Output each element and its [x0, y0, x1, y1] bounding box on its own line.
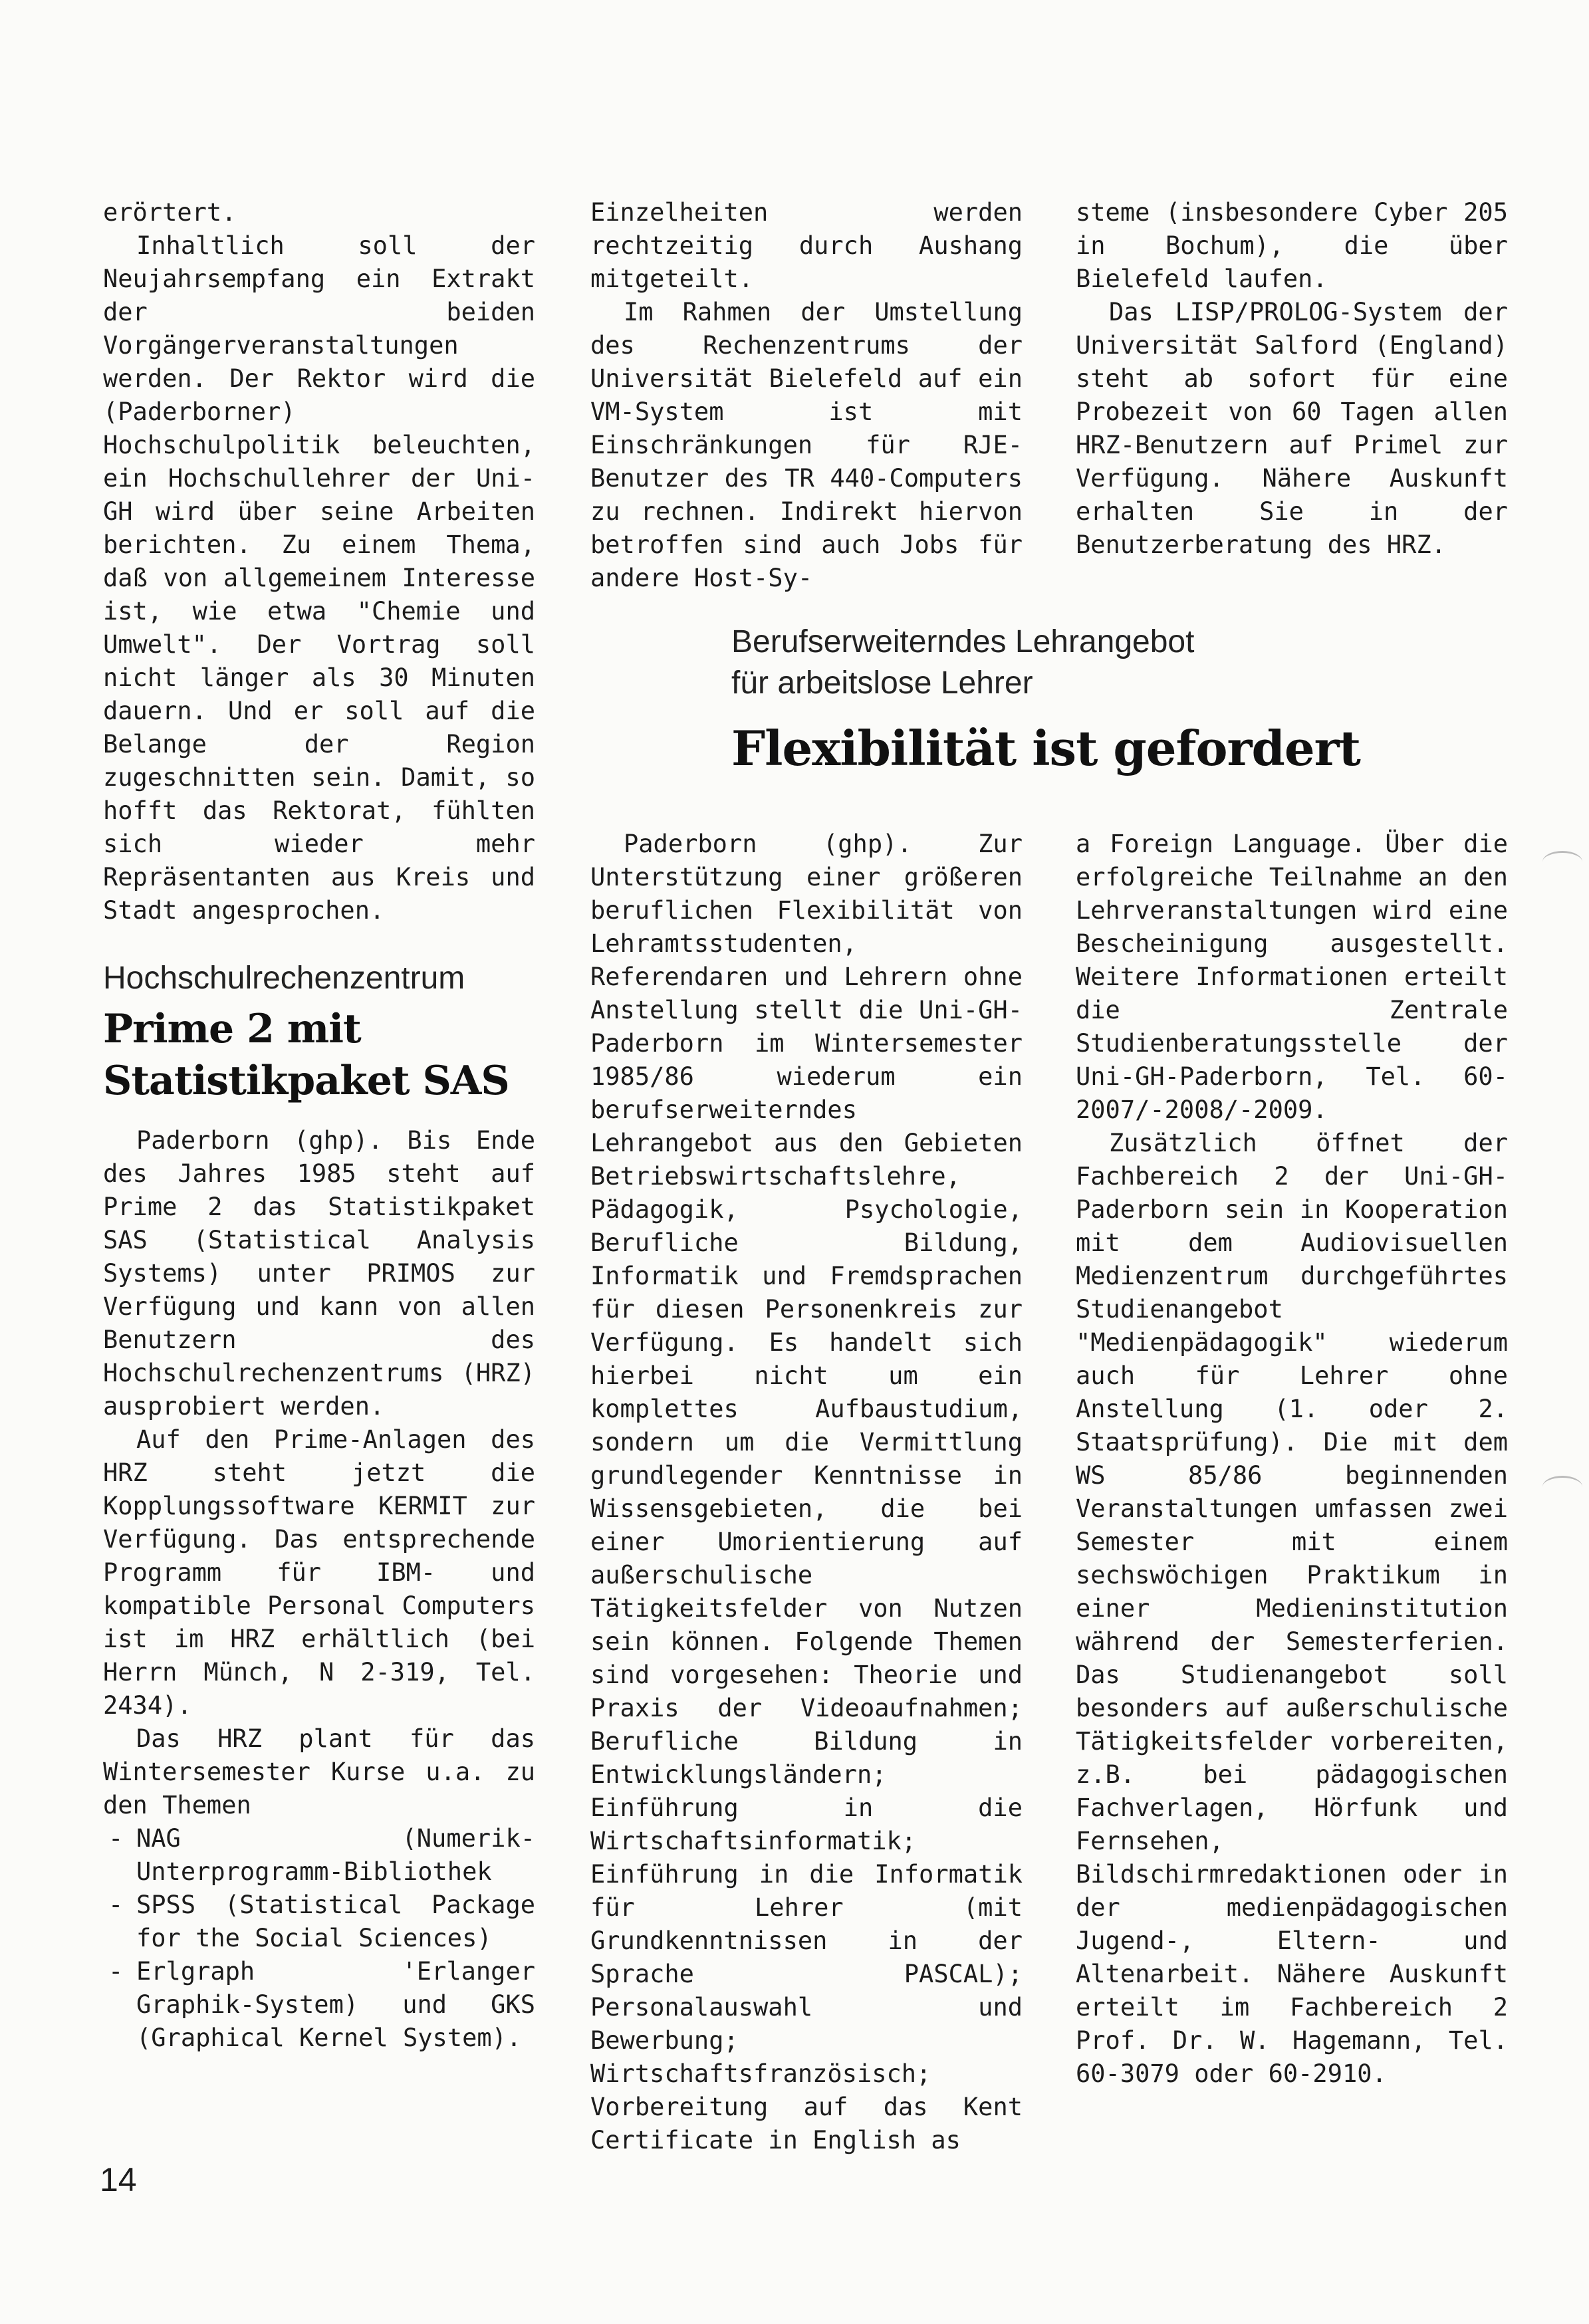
paragraph: Zusätzlich öffnet der Fachbereich 2 der Uni-GH-Paderborn sein in Kooperation mit dem Audiovisuellen Medienzentrum durchgeführtes Studienangebot "Medienpädagogik" wiederum auch für Lehrer ohne Anstellung (1. oder 2. Staatsprüfung). Die mit dem WS 85/86 beginnenden Veranstaltungen umfassen zwei Semester mit einem sechswöchigen Praktikum in einer Medieninstitution während der Semesterferien. Das Studienangebot soll besonders auf außerschulische Tätigkeitsfelder vorbereiten, z.B. bei pädagogischen Fachverlagen, Hörfunk und Fernsehen, Bildschirmredaktionen oder in der medienpädagogischen Jugend-, Eltern- und Altenarbeit. Nähere Auskunft erteilt im Fachbereich 2 Prof. Dr. W. Hagemann, Tel. 60-3079 oder 60-2910. [1076, 1129, 1508, 2088]
paragraph: Einzelheiten werden rechtzeitig durch Aushang mitgeteilt. [590, 198, 1023, 293]
paragraph: Das HRZ plant für das Wintersemester Kurse u.a. zu den Themen [103, 1724, 535, 1819]
column-1 [103, 196, 535, 2055]
article-headline: Prime 2 mit Statistikpaket SAS [103, 1006, 509, 1104]
paragraph: Das LISP/PROLOG-System der Universität Salford (England) steht ab sofort für eine Probezeit von 60 Tagen allen HRZ-Benutzern auf Primel zur Verfügung. Nähere Auskunft erhalten Sie in der Benutzerberatung des HRZ. [1076, 298, 1508, 559]
punch-hole-mark [1542, 1476, 1582, 1498]
paragraph: Paderborn (ghp). Bis Ende des Jahres 1985 steht auf Prime 2 das Statistikpaket SAS (Statistical Analysis Systems) unter PRIMOS zur Verfügung und kann von allen Benutzern des Hochschulrechenzentrums (HRZ) ausprobiert werden. [103, 1126, 535, 1421]
article2-header [731, 622, 1529, 792]
paragraph: Inhaltlich soll der Neujahrsempfang ein Extrakt der beiden Vorgängerveranstaltungen werden. Der Rektor wird die (Paderborner) Hochschulpolitik beleuchten, ein Hochschullehrer der Uni-GH wird über seine Arbeiten berichten. Zu einem Thema, daß von allgemeinem Interesse ist, wie etwa "Chemie und Umwelt". Der Vortrag soll nicht länger als 30 Minuten dauern. Und er soll auf die Belange der Region zugeschnitten sein. Damit, so hofft das Rektorat, fühlten sich wieder mehr Repräsentanten aus Kreis und Stadt angesprochen. [103, 231, 535, 925]
topic-list [103, 1822, 535, 2055]
column-3 [1076, 196, 1508, 562]
list-item: - SPSS (Statistical Package for the Social Sciences) [103, 1889, 535, 1955]
page-number: 14 [100, 2161, 137, 2198]
column-5 [1076, 828, 1508, 2091]
list-item: - NAG (Numerik-Unterprogramm-Bibliothek [103, 1822, 535, 1889]
column-4 [590, 828, 1023, 2157]
punch-hole-mark [1542, 851, 1582, 873]
paragraph: Im Rahmen der Umstellung des Rechenzentrums der Universität Bielefeld auf ein VM-System ist mit Einschränkungen für RJE-Benutzer des TR 440-Computers zu rechnen. Indirekt hiervon betroffen sind auch Jobs für andere Host-Sy- [590, 298, 1023, 592]
column-2 [590, 196, 1023, 595]
article-headline: Flexibilität ist gefordert [731, 720, 1360, 776]
article-kicker-line1: Berufserweiterndes Lehrangebot [731, 624, 1195, 659]
paragraph: a Foreign Language. Über die erfolgreiche Teilnahme an den Lehrveranstaltungen wird eine Bescheinigung ausgestellt. Weitere Informationen erteilt die Zentrale Studienberatungsstelle der Uni-GH-Paderborn, Tel. 60-2007/-2008/-2009. [1076, 830, 1508, 1124]
paragraph: Paderborn (ghp). Zur Unterstützung einer größeren beruflichen Flexibilität von Lehramtsstudenten, Referendaren und Lehrern ohne Anstellung stellt die Uni-GH-Paderborn im Wintersemester 1985/86 wiederum ein berufserweiterndes Lehrangebot aus den Gebieten Betriebswirtschaftslehre, Pädagogik, Psychologie, Berufliche Bildung, Informatik und Fremdsprachen für diesen Personenkreis zur Verfügung. Es handelt sich hierbei nicht um ein komplettes Aufbaustudium, sondern um die Vermittlung grundlegender Kenntnisse in Wissensgebieten, die bei einer Umorientierung auf außerschulische Tätigkeitsfelder von Nutzen sein können. Folgende Themen sind vorgesehen: Theorie und Praxis der Videoaufnahmen; Berufliche Bildung in Entwicklungsländern; Einführung in die Wirtschaftsinformatik; Einführung in die Informatik für Lehrer (mit Grundkenntnissen in der Sprache PASCAL); Personalauswahl und Bewerbung; Wirtschaftsfranzösisch; Vorbereitung auf das Kent Certificate in English as [590, 830, 1023, 2154]
list-item: - Erlgraph 'Erlanger Graphik-System) und GKS (Graphical Kernel System). [103, 1955, 535, 2055]
paragraph: Auf den Prime-Anlagen des HRZ steht jetzt die Kopplungssoftware KERMIT zur Verfügung. Das entsprechende Programm für IBM- und kompatible Personal Computers ist im HRZ erhältlich (bei Herrn Münch, N 2-319, Tel. 2434). [103, 1425, 535, 1720]
article-kicker: Hochschulrechenzentrum [103, 961, 465, 996]
paragraph: erörtert. [103, 198, 237, 227]
paragraph: steme (insbesondere Cyber 205 in Bochum), die über Bielefeld laufen. [1076, 198, 1508, 293]
article-kicker-line2: für arbeitslose Lehrer [731, 665, 1033, 701]
